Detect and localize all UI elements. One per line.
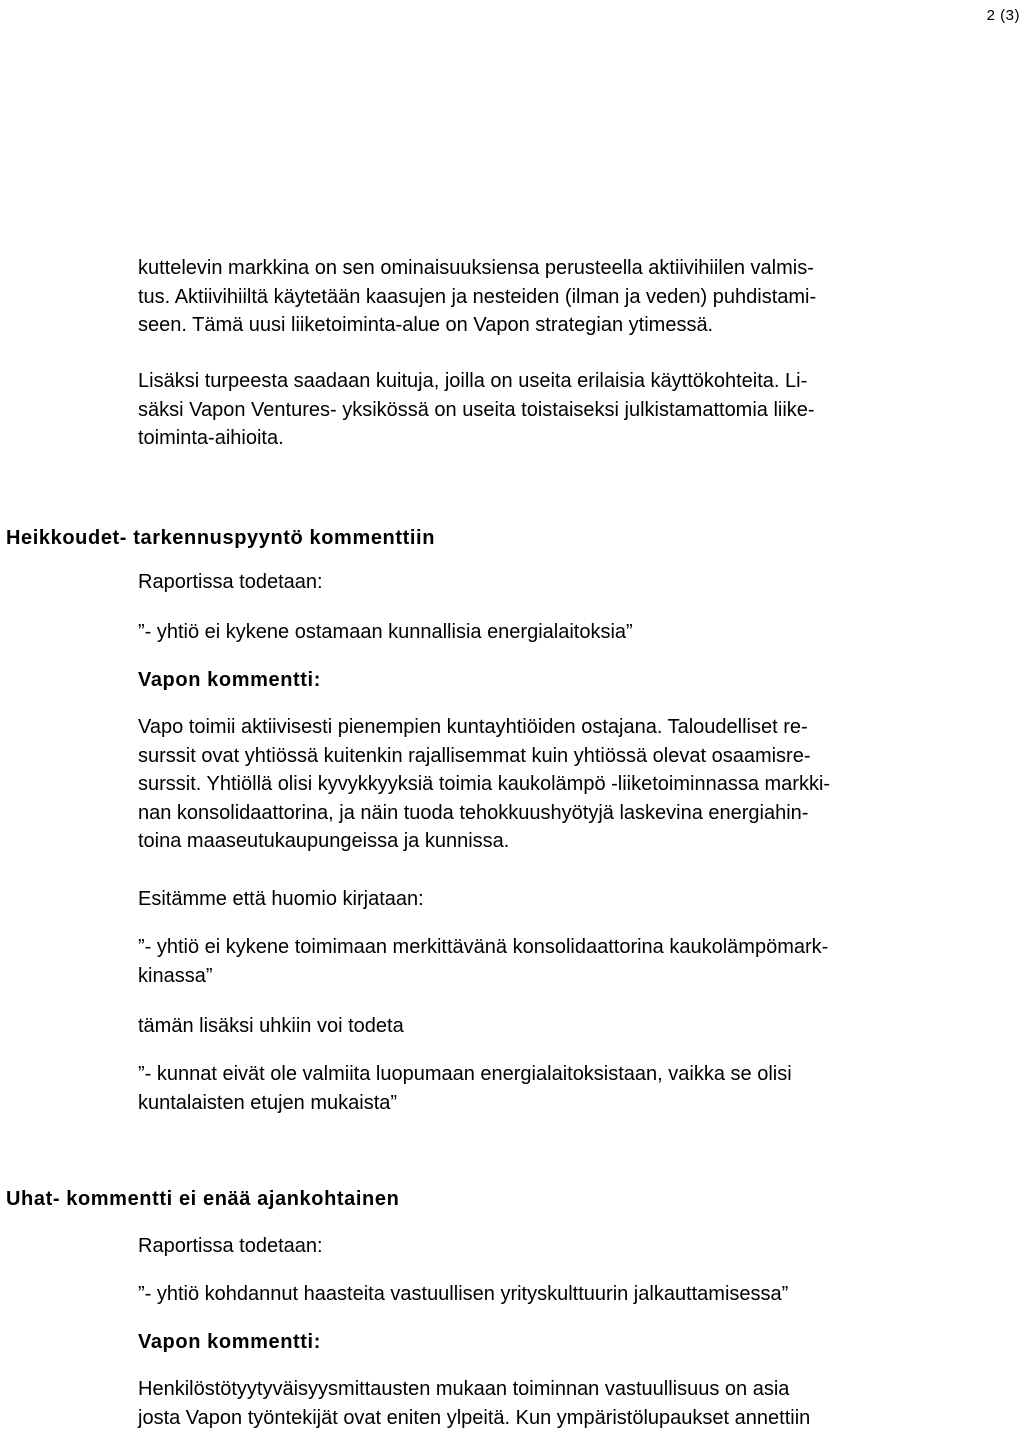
text-line: seen. Tämä uusi liiketoiminta-alue on Vapon strategian ytimessä. — [138, 314, 714, 336]
text-line: surssit. Yhtiöllä olisi kyvykkyyksiä toimia kaukolämpö -liiketoiminnassa markki- — [138, 773, 831, 795]
intro-paragraph-1 — [138, 254, 988, 340]
text-line: josta Vapon työntekijät ovat eniten ylpeitä. Kun ympäristölupaukset annettiin — [138, 1406, 811, 1429]
weaknesses-additional-intro: tämän lisäksi uhkiin voi todeta — [138, 1015, 404, 1037]
weaknesses-proposal-intro: Esitämme että huomio kirjataan: — [138, 888, 424, 910]
text-line: tus. Aktiivihiiltä käytetään kaasujen ja nesteiden (ilman ja veden) puhdistami- — [138, 285, 817, 308]
text-line: Henkilöstötyytyväisyysmittausten mukaan toiminnan vastuullisuus on asia — [138, 1378, 790, 1400]
text-line: ”- kunnat eivät ole valmiita luopumaan energialaitoksistaan, vaikka se olisi — [138, 1063, 792, 1085]
text-line: toina maaseutukaupungeissa ja kunnissa. — [138, 830, 510, 852]
text-line: Vapo toimii aktiivisesti pienempien kuntayhtiöiden ostajana. Taloudelliset re- — [138, 716, 808, 738]
text-line: kuttelevin markkina on sen ominaisuuksiensa perusteella aktiivihiilen valmis- — [138, 257, 814, 279]
text-line: nan konsolidaattorina, ja näin tuoda tehokkuushyötyjä laskevina energiahin- — [138, 801, 809, 824]
text-line: toiminta-aihioita. — [138, 427, 284, 449]
weaknesses-quote: ”- yhtiö ei kykene ostamaan kunnallisia energialaitoksia” — [138, 621, 633, 643]
threats-heading: Uhat- kommentti ei enää ajankohtainen — [6, 1188, 400, 1210]
text-line: säksi Vapon Ventures- yksikössä on useita toistaiseksi julkistamattomia liike- — [138, 398, 815, 421]
threats-quote: ”- yhtiö kohdannut haasteita vastuullisen yrityskulttuurin jalkauttamisessa” — [138, 1283, 789, 1305]
weaknesses-proposal-quote — [138, 933, 988, 990]
weaknesses-comment — [138, 713, 988, 856]
text-line: kinassa” — [138, 964, 213, 987]
weaknesses-additional-quote — [138, 1060, 988, 1117]
threats-report-intro: Raportissa todetaan: — [138, 1235, 323, 1257]
threats-comment-label: Vapon kommentti: — [138, 1331, 321, 1353]
intro-paragraph-2 — [138, 367, 988, 453]
page-number: 2 (3) — [986, 7, 1020, 24]
weaknesses-report-intro: Raportissa todetaan: — [138, 571, 323, 593]
weaknesses-heading: Heikkoudet- tarkennuspyyntö kommenttiin — [6, 527, 436, 549]
text-line: surssit ovat yhtiössä kuitenkin rajallisemmat kuin yhtiössä olevat osaamisre- — [138, 744, 811, 767]
threats-comment — [138, 1375, 988, 1432]
text-line: ”- yhtiö ei kykene toimimaan merkittävänä konsolidaattorina kaukolämpömark- — [138, 936, 829, 958]
text-line: Lisäksi turpeesta saadaan kuituja, joilla on useita erilaisia käyttökohteita. Li- — [138, 370, 808, 392]
text-line: kuntalaisten etujen mukaista” — [138, 1091, 398, 1114]
weaknesses-comment-label: Vapon kommentti: — [138, 669, 321, 691]
